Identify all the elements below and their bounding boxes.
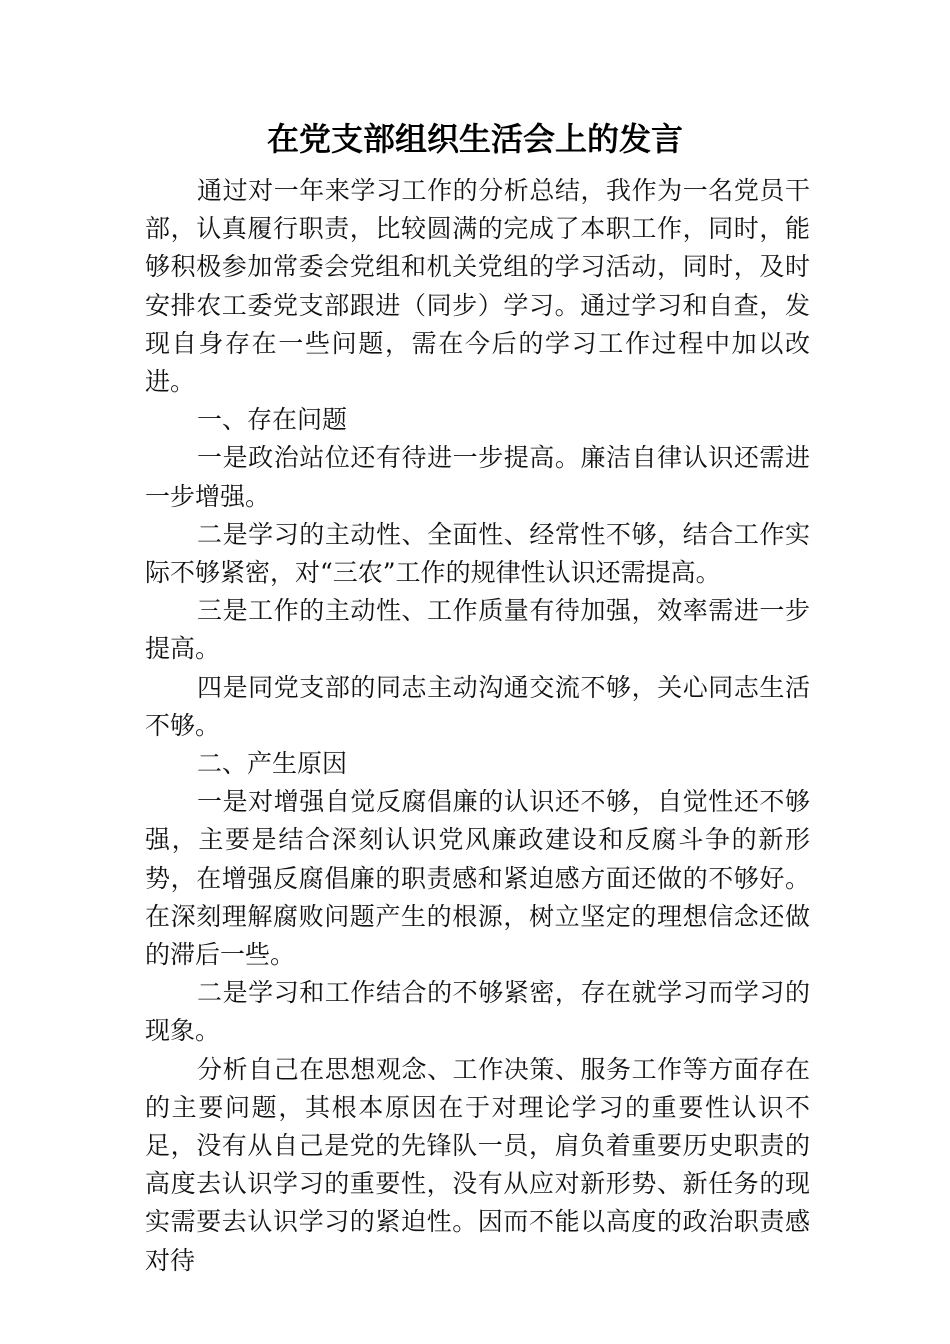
section-heading-causes: 二、产生原因 bbox=[197, 749, 348, 779]
paragraph-problem-1: 一是政治站位还有待进一步提高。廉洁自律认识还需进一步增强。 bbox=[145, 443, 810, 511]
document-body bbox=[145, 172, 810, 1280]
paragraph-cause-2: 二是学习和工作结合的不够紧密，存在就学习而学习的现象。 bbox=[145, 978, 810, 1046]
paragraph-cause-1: 一是对增强自觉反腐倡廉的认识还不够，自觉性还不够强，主要是结合深刻认识党风廉政建设和反腐斗争的新形势，在增强反腐倡廉的职责感和紧迫感方面还做的不够好。在深刻理解腐败问题产生的根源，树立坚定的理想信念还做的滞后一些。 bbox=[145, 787, 810, 970]
paragraph-problem-4: 四是同党支部的同志主动沟通交流不够，关心同志生活不够。 bbox=[145, 672, 810, 740]
paragraph-problem-3: 三是工作的主动性、工作质量有待加强，效率需进一步提高。 bbox=[145, 596, 810, 664]
paragraph-intro: 通过对一年来学习工作的分析总结，我作为一名党员干部，认真履行职责，比较圆满的完成了本职工作，同时，能够积极参加常委会党组和机关党组的学习活动，同时，及时安排农工委党支部跟进（同步）学习。通过学习和自查，发现自身存在一些问题，需在今后的学习工作过程中加以改进。 bbox=[145, 176, 810, 397]
document-title: 在党支部组织生活会上的发言 bbox=[266, 120, 683, 158]
paragraph-analysis: 分析自己在思想观念、工作决策、服务工作等方面存在的主要问题，其根本原因在于对理论学习的重要性认识不足，没有从自己是党的先锋队一员，肩负着重要历史职责的高度去认识学习的重要性，没有从应对新形势、新任务的现实需要去认识学习的紧迫性。因而不能以高度的政治职责感对待 bbox=[145, 1054, 810, 1275]
paragraph-problem-2: 二是学习的主动性、全面性、经常性不够，结合工作实际不够紧密，对“三农”工作的规律性认识还需提高。 bbox=[145, 519, 810, 588]
section-heading-problems: 一、存在问题 bbox=[197, 405, 348, 435]
